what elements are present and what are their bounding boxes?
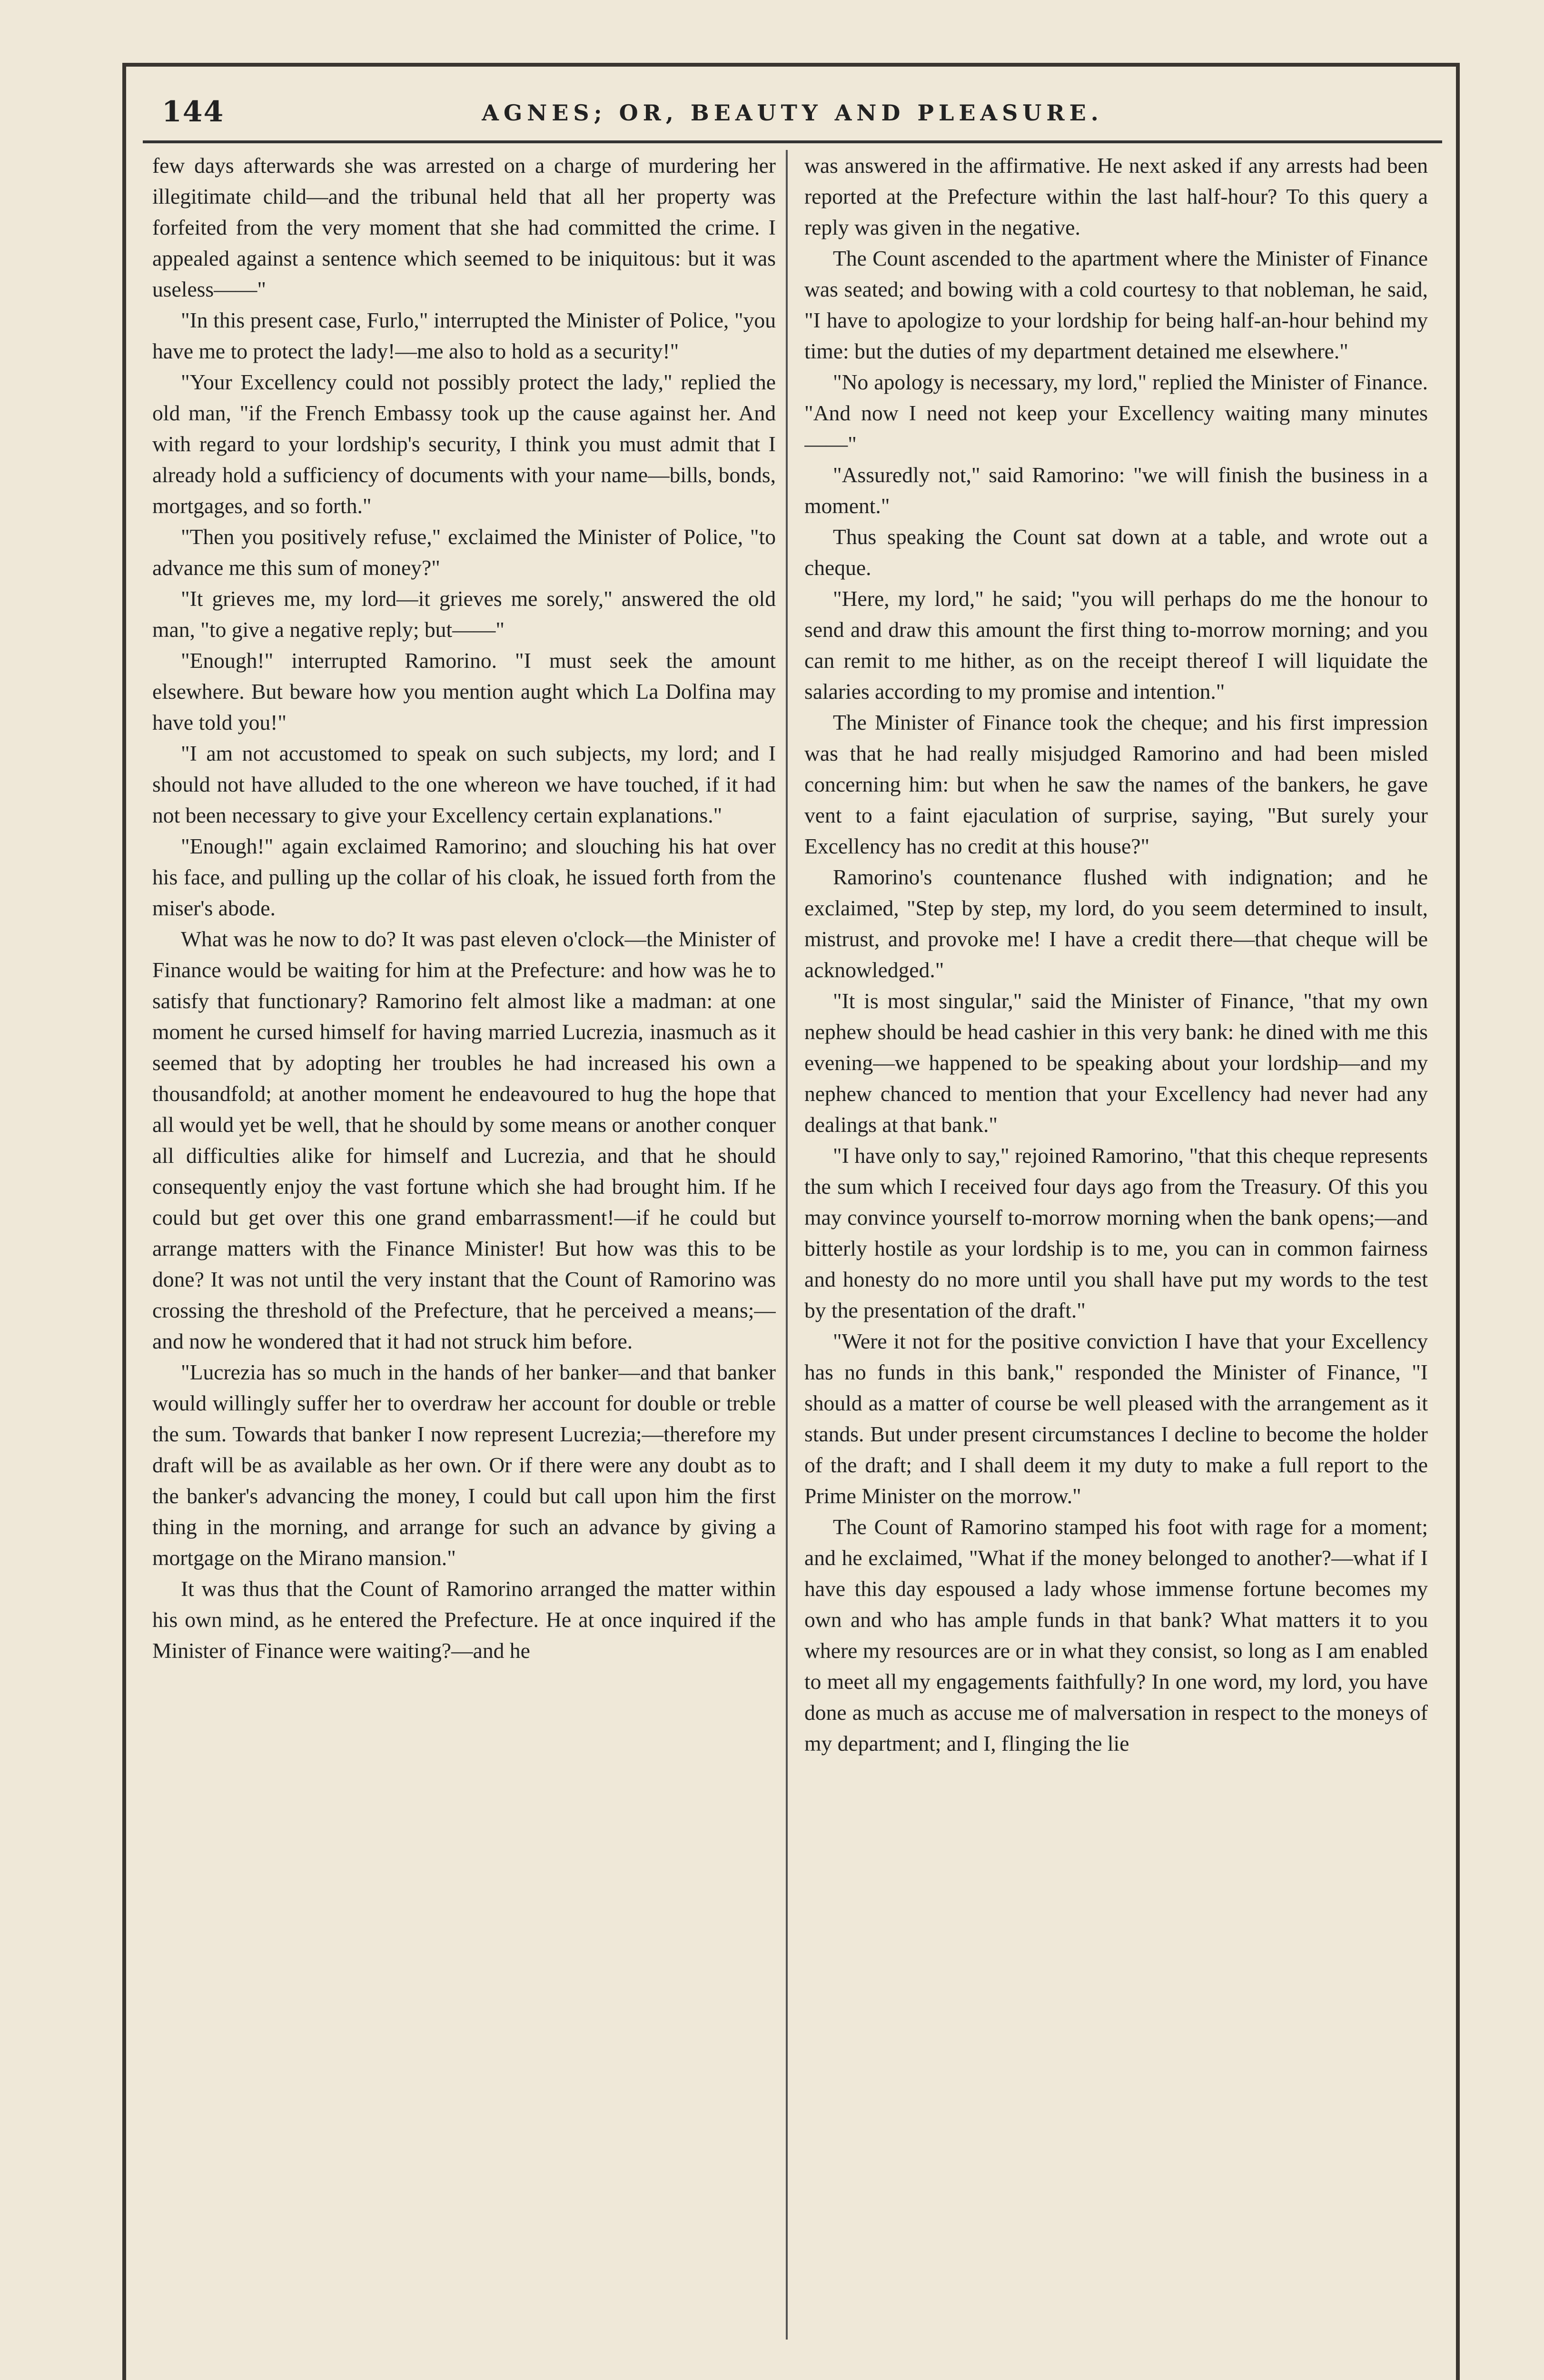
paragraph: "I have only to say," rejoined Ramorino, "that this cheque represents the sum which I received four days ago from the Treasury. Of this you may convince yourself to-morrow morning when the bank opens;—and bitterly hostile as your lordship is to me, you can in common fairness and honesty do no more until you shall have put my words to the test by the presentation of the draft." bbox=[804, 1143, 1428, 1322]
page-header bbox=[143, 86, 1442, 133]
paragraph: "Assuredly not," said Ramorino: "we will finish the business in a moment." bbox=[804, 463, 1428, 518]
paragraph: The Minister of Finance took the cheque; and his first impression was that he had really misjudged Ramorino and had been misled concerning him: but when he saw the names of the bankers, he gave vent to a faint ejaculation of surprise, saying, "But surely your Excellency has no credit at this house?" bbox=[804, 710, 1428, 858]
paragraph: was answered in the affirmative. He next asked if any arrests had been reported at the Prefecture within the last half-hour? To this query a reply was given in the negative. bbox=[804, 153, 1428, 239]
header-rule bbox=[143, 140, 1442, 143]
paragraph: "I am not accustomed to speak on such subjects, my lord; and I should not have alluded to the one whereon we have touched, if it had not been necessary to give your Excellency certain explanations." bbox=[152, 741, 776, 827]
paragraph: "Lucrezia has so much in the hands of her banker—and that banker would willingly suffer her to overdraw her account for double or treble the sum. Towards that banker I now represent Lucrezia;—therefore my draft will be as available as her own. Or if there were any doubt as to the banker's advancing the money, I could but call upon him the first thing in the morning, and arrange for such an advance by giving a mortgage on the Mirano mansion." bbox=[152, 1360, 776, 1570]
paragraph: "Were it not for the positive conviction I have that your Excellency has no funds in this bank," responded the Minister of Finance, "I should as a matter of course be well pleased with the arrangement as it stands. But under present circumstances I decline to become the holder of the draft; and I shall deem it my duty to make a full report to the Prime Minister on the morrow." bbox=[804, 1329, 1428, 1508]
paragraph: "Then you positively refuse," exclaimed the Minister of Police, "to advance me this sum of money?" bbox=[152, 525, 776, 580]
page-number: 144 bbox=[162, 95, 225, 129]
column-divider bbox=[786, 150, 788, 2340]
paragraph: "Here, my lord," he said; "you will perhaps do me the honour to send and draw this amount the first thing to-morrow morning; and you can remit to me hither, as on the receipt thereof I will liquidate the salaries according to my promise and intention." bbox=[804, 586, 1428, 704]
right-column bbox=[804, 150, 1428, 2354]
paragraph: "Enough!" again exclaimed Ramorino; and slouching his hat over his face, and pulling up the collar of his cloak, he issued forth from the miser's abode. bbox=[152, 834, 776, 920]
paragraph: "Enough!" interrupted Ramorino. "I must seek the amount elsewhere. But beware how you mention aught which La Dolfina may have told you!" bbox=[152, 648, 776, 734]
paragraph: few days afterwards she was arrested on a charge of murdering her illegitimate child—and the tribunal held that all her property was forfeited from the very moment that she had committed the crime. I appealed against a sentence which seemed to be iniquitous: but it was useless——" bbox=[152, 153, 776, 301]
paragraph: Ramorino's countenance flushed with indignation; and he exclaimed, "Step by step, my lord, do you seem determined to insult, mistrust, and provoke me! I have a credit there—that cheque will be acknowledged." bbox=[804, 865, 1428, 982]
paragraph: "Your Excellency could not possibly protect the lady," replied the old man, "if the French Embassy took up the cause against her. And with regard to your lordship's security, I think you must admit that I already hold a sufficiency of documents with your name—bills, bonds, mortgages, and so forth." bbox=[152, 370, 776, 518]
paragraph: "It is most singular," said the Minister of Finance, "that my own nephew should be head cashier in this very bank: he dined with me this evening—we happened to be speaking about your lordship—and my nephew chanced to mention that your Excellency had never had any dealings at that bank." bbox=[804, 989, 1428, 1137]
paragraph: What was he now to do? It was past eleven o'clock—the Minister of Finance would be waiting for him at the Prefecture: and how was he to satisfy that functionary? Ramorino felt almost like a madman: at one moment he cursed himself for having married Lucrezia, inasmuch as it seemed that by adopting her troubles he had increased his own a thousandfold; at another moment he endeavoured to hug the hope that all would yet be well, that he should by some means or another conquer all difficulties alike for himself and Lucrezia, and that he should consequently enjoy the vast fortune which she had brought him. If he could but get over this one grand embarrassment!—if he could but arrange matters with the Finance Minister! But how was this to be done? It was not until the very instant that the Count of Ramorino was crossing the threshold of the Prefecture, that he perceived a means;—and now he wondered that it had not struck him before. bbox=[152, 927, 776, 1353]
paragraph: The Count ascended to the apartment where the Minister of Finance was seated; and bowing with a cold courtesy to that nobleman, he said, "I have to apologize to your lordship for being half-an-hour behind my time: but the duties of my department detained me elsewhere." bbox=[804, 246, 1428, 363]
paragraph: Thus speaking the Count sat down at a table, and wrote out a cheque. bbox=[804, 525, 1428, 580]
paragraph: "It grieves me, my lord—it grieves me sorely," answered the old man, "to give a negative reply; but——" bbox=[152, 586, 776, 642]
paragraph: It was thus that the Count of Ramorino arranged the matter within his own mind, as he entered the Prefecture. He at once inquired if the Minister of Finance were waiting?—and he bbox=[152, 1577, 776, 1663]
left-column bbox=[152, 150, 776, 2354]
paragraph: "No apology is necessary, my lord," replied the Minister of Finance. "And now I need not keep your Excellency waiting many minutes——" bbox=[804, 370, 1428, 456]
paragraph: "In this present case, Furlo," interrupted the Minister of Police, "you have me to protect the lady!—me also to hold as a security!" bbox=[152, 308, 776, 363]
running-head: AGNES; OR, BEAUTY AND PLEASURE. bbox=[482, 100, 1103, 126]
paragraph: The Count of Ramorino stamped his foot with rage for a moment; and he exclaimed, "What if the money belonged to another?—what if I have this day espoused a lady whose immense fortune becomes my own and who has ample funds in that bank? What matters it to you where my resources are or in what they consist, so long as I am enabled to meet all my engagements faithfully? In one word, my lord, you have done as much as accuse me of malversation in respect to the moneys of my department; and I, flinging the lie bbox=[804, 1515, 1428, 1755]
